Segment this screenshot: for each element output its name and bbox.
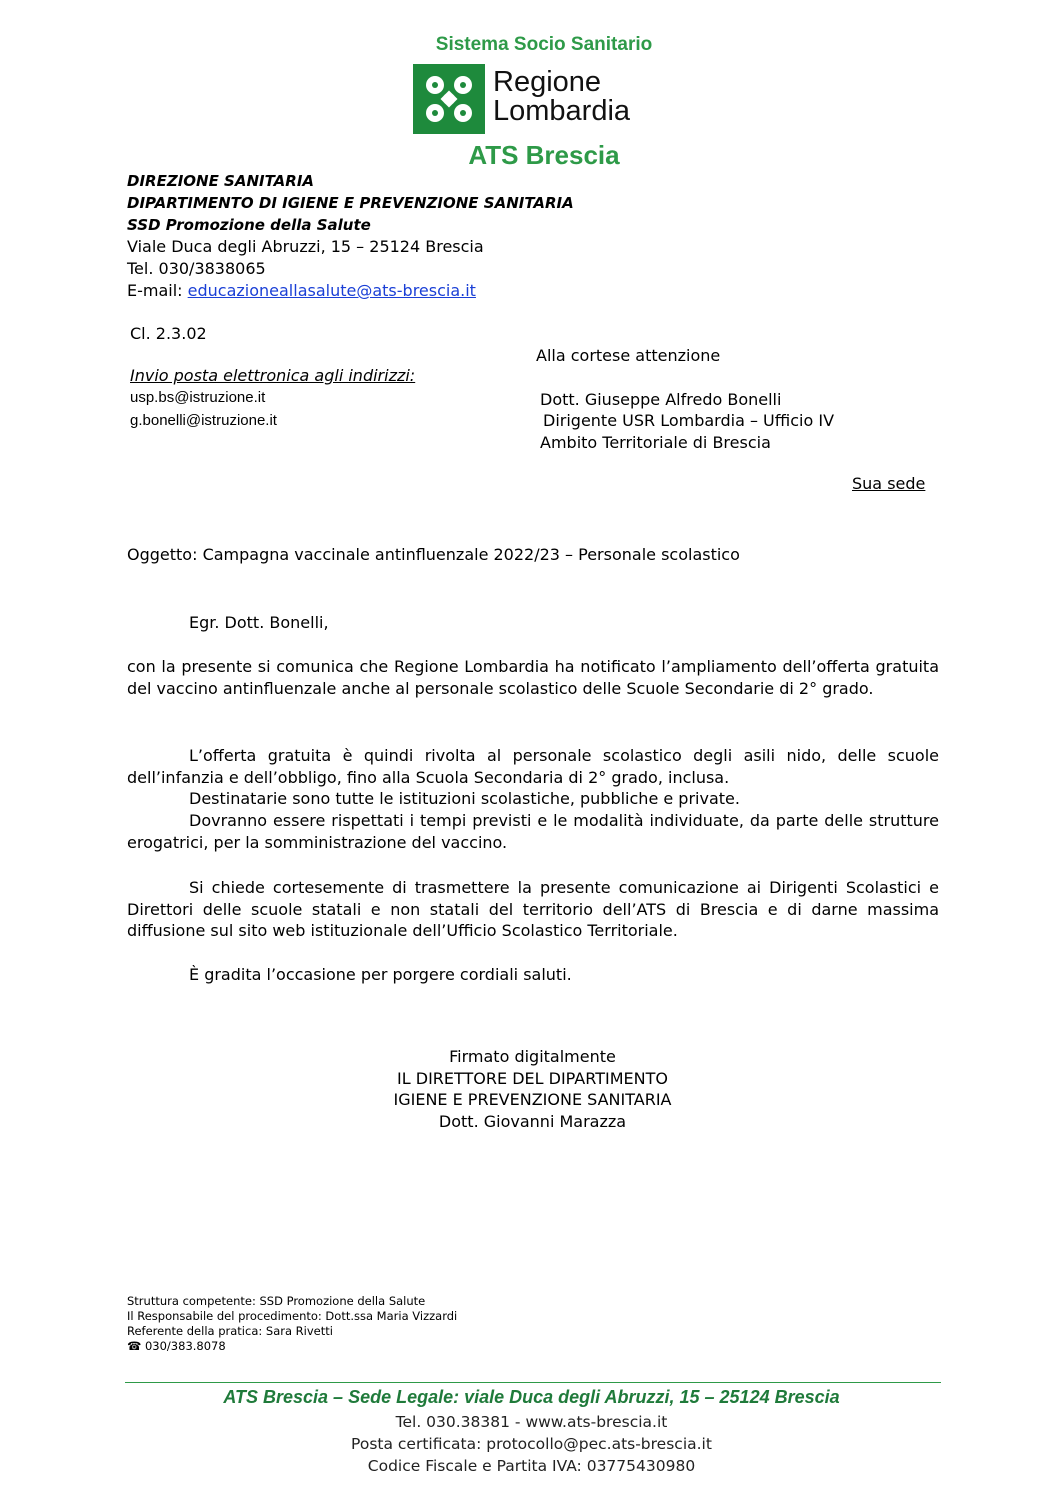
responsible-officer: Il Responsabile del procedimento: Dott.ssa Maria Vizzardi [127, 1309, 458, 1323]
footer-contacts: Tel. 030.38381 - www.ats-brescia.it [395, 1413, 668, 1431]
footer-pec: Posta certificata: protocollo@pec.ats-brescia.it [351, 1435, 712, 1453]
sender-unit: SSD Promozione della Salute [127, 216, 371, 234]
signature-line-3: IGIENE E PREVENZIONE SANITARIA [393, 1090, 672, 1109]
signature-block [0, 1046, 1058, 1132]
responsible-structure: Struttura competente: SSD Promozione della Salute [127, 1294, 426, 1308]
sender-address: Viale Duca degli Abruzzi, 15 – 25124 Brescia [127, 237, 484, 256]
recipient-attention: Alla cortese attenzione [536, 346, 721, 365]
signature-line-4: Dott. Giovanni Marazza [438, 1111, 627, 1131]
region-line-2: Lombardia [493, 95, 631, 127]
system-label: Sistema Socio Sanitario [435, 34, 653, 55]
recipient-name: Dott. Giuseppe Alfredo Bonelli [540, 390, 782, 409]
footer-divider [125, 1382, 941, 1383]
sender-direction: DIREZIONE SANITARIA [127, 172, 315, 190]
region-name [493, 68, 630, 126]
paragraph-6: È gradita l’occasione per porgere cordiali saluti. [189, 965, 572, 984]
recipient-area: Ambito Territoriale di Brescia [540, 433, 771, 452]
sender-email-line [127, 280, 476, 302]
regione-lombardia-logo-icon [413, 64, 485, 134]
responsible-phone-line [127, 1339, 457, 1354]
delivery-label: Invio posta elettronica agli indirizzi: [130, 366, 416, 385]
sender-department: DIPARTIMENTO DI IGIENE E PREVENZIONE SANITARIA [127, 194, 574, 212]
signature-line-2: IL DIRETTORE DEL DIPARTIMENTO [397, 1068, 668, 1088]
signature-line-1: Firmato digitalmente [449, 1047, 616, 1066]
delivery-address-1: usp.bs@istruzione.it [130, 389, 266, 406]
paragraph-3: Destinatarie sono tutte le istituzioni scolastiche, pubbliche e private. [189, 789, 740, 808]
sender-email-link[interactable]: educazioneallasalute@ats-brescia.it [187, 281, 476, 300]
delivery-address-2: g.bonelli@istruzione.it [130, 412, 277, 429]
footer-legal-seat: ATS Brescia – Sede Legale: viale Duca degli Abruzzi, 15 – 25124 Brescia [223, 1387, 840, 1407]
paragraph-5: Si chiede cortesemente di trasmettere la presente comunicazione ai Dirigenti Scolastici e Direttori delle scuole statali e non statali del territorio dell’ATS di Brescia e di darne massima diffusione sul sito web istituzionale dell’Ufficio Scolastico Territoriale. [127, 878, 939, 940]
paragraph-1: con la presente si comunica che Regione Lombardia ha notificato l’ampliamento dell’offerta gratuita del vaccino antinfluenzale anche al personale scolastico delle Scuole Secondarie di 2° grado. [127, 657, 939, 698]
responsible-phone: 030/383.8078 [144, 1339, 226, 1353]
footer-tax-code: Codice Fiscale e Partita IVA: 03775430980 [367, 1457, 696, 1475]
paragraph-2: L’offerta gratuita è quindi rivolta al personale scolastico degli asili nido, delle scuole dell’infanzia e dell’obbligo, fino alla Scuola Secondaria di 2° grado, inclusa. [127, 746, 939, 787]
agency-name: ATS Brescia [468, 140, 620, 170]
recipient-role: Dirigente USR Lombardia – Ufficio IV [543, 411, 835, 430]
subject: Oggetto: Campagna vaccinale antinfluenzale 2022/23 – Personale scolastico [127, 545, 740, 564]
responsible-contact: Referente della pratica: Sara Rivetti [127, 1324, 333, 1338]
paragraph-4: Dovranno essere rispettati i tempi previsti e le modalità individuate, da parte delle strutture erogatrici, per la somministrazione del vaccino. [127, 811, 939, 852]
responsible-block [127, 1294, 457, 1354]
classification: Cl. 2.3.02 [130, 324, 207, 343]
phone-icon: ☎ [127, 1339, 142, 1353]
sender-tel: Tel. 030/3838065 [127, 259, 266, 278]
salutation: Egr. Dott. Bonelli, [189, 613, 329, 632]
recipient-seat: Sua sede [852, 474, 926, 493]
email-label: E-mail: [127, 281, 188, 300]
region-line-1: Regione [493, 66, 602, 98]
